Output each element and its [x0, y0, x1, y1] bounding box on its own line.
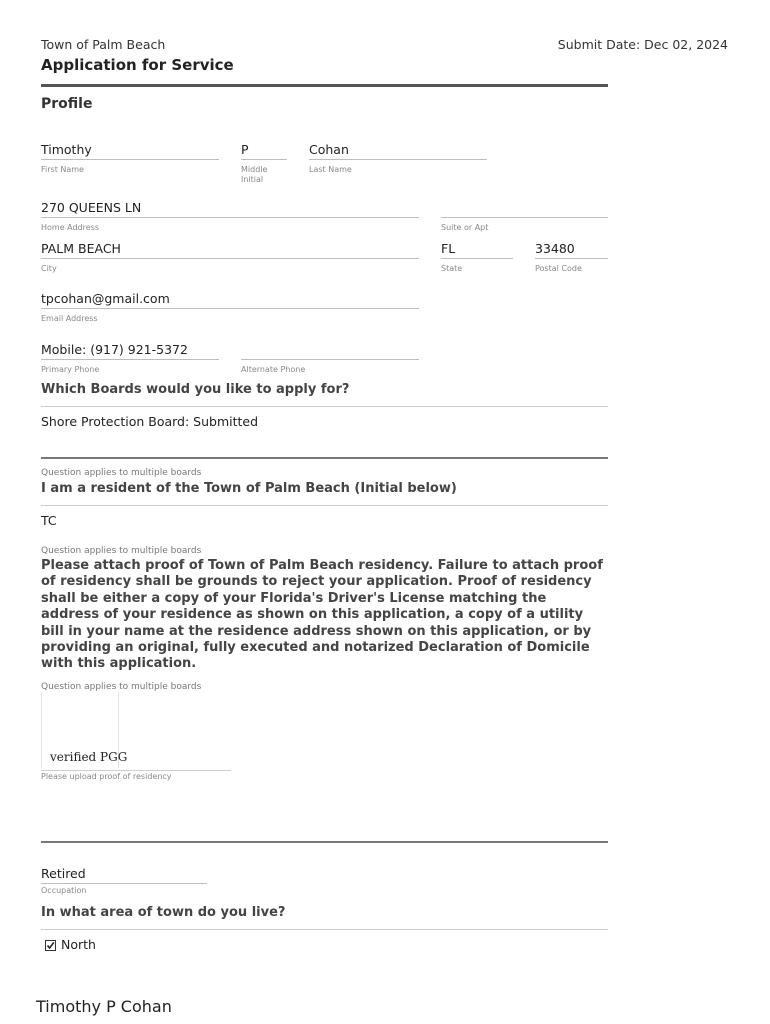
- applicant-name-footer: Timothy P Cohan: [36, 997, 172, 1016]
- section-divider-2: [41, 841, 608, 843]
- last-name-label: Last Name: [309, 165, 352, 174]
- home-address-field: [41, 199, 419, 233]
- state-value: FL: [441, 240, 513, 259]
- occupation-label: Occupation: [41, 886, 87, 895]
- home-address-value: 270 QUEENS LN: [41, 199, 419, 218]
- postal-code-field: [535, 240, 608, 274]
- resident-divider: [41, 505, 608, 506]
- resident-answer: TC: [41, 513, 57, 528]
- boards-question: Which Boards would you like to apply for?: [41, 382, 350, 397]
- page-title: Application for Service: [41, 56, 234, 74]
- primary-phone-label: Primary Phone: [41, 365, 100, 374]
- header-divider: [41, 84, 608, 87]
- section-divider: [41, 457, 608, 459]
- suite-value: [441, 199, 608, 218]
- middle-initial-value: P: [241, 141, 287, 160]
- upload-label: Please upload proof of residency: [41, 772, 172, 781]
- primary-phone-field: [41, 341, 219, 375]
- resident-question: I am a resident of the Town of Palm Beach (Initial below): [41, 481, 457, 496]
- occupation-value: Retired: [41, 865, 207, 884]
- alternate-phone-value: [241, 341, 419, 360]
- checkmark-icon: [46, 941, 55, 950]
- profile-section-title: Profile: [41, 96, 93, 112]
- alternate-phone-label: Alternate Phone: [241, 365, 306, 374]
- postal-code-label: Postal Code: [535, 264, 582, 273]
- area-north-label: North: [61, 937, 96, 952]
- submit-date: Submit Date: Dec 02, 2024: [557, 37, 728, 52]
- upload-underline: [41, 770, 231, 771]
- city-label: City: [41, 264, 57, 273]
- first-name-field: [41, 141, 219, 175]
- suite-field: [441, 199, 608, 233]
- suite-label: Suite or Apt: [441, 223, 489, 232]
- boards-answer: Shore Protection Board: Submitted: [41, 414, 259, 429]
- state-label: State: [441, 264, 463, 273]
- postal-code-value: 33480: [535, 240, 608, 259]
- area-north-checkbox[interactable]: [45, 940, 56, 951]
- proof-question: Please attach proof of Town of Palm Beach residency. Failure to attach proof of residency shall be grounds to reject your application. Proof of residency shall be either a copy of your Florida's Driver's License matching the address of your residence as shown on this application, a copy of a utility bill in your name at the residence address shown on this application, or by providing an original, fully executed and notarized Declaration of Domicile with this application.: [41, 558, 603, 672]
- city-value: PALM BEACH: [41, 240, 419, 259]
- primary-phone-value: Mobile: (917) 921-5372: [41, 341, 219, 360]
- email-field: [41, 290, 419, 324]
- proof-note: Question applies to multiple boards: [41, 546, 202, 556]
- middle-initial-field: [241, 141, 287, 185]
- proof-note-2: Question applies to multiple boards: [41, 682, 202, 692]
- first-name-label: First Name: [41, 165, 84, 174]
- area-divider: [41, 929, 608, 930]
- organization-name: Town of Palm Beach: [41, 37, 166, 52]
- email-label: Email Address: [41, 314, 98, 323]
- last-name-field: [309, 141, 487, 175]
- occupation-field: [41, 865, 207, 896]
- alternate-phone-field: [241, 341, 419, 375]
- state-field: [441, 240, 513, 274]
- home-address-label: Home Address: [41, 223, 100, 232]
- boards-divider: [41, 406, 608, 407]
- city-field: [41, 240, 419, 274]
- middle-initial-label: Middle Initial: [241, 165, 268, 184]
- email-value: tpcohan@gmail.com: [41, 290, 419, 309]
- resident-note: Question applies to multiple boards: [41, 468, 202, 478]
- first-name-value: Timothy: [41, 141, 219, 160]
- upload-content-text: verified PGG: [50, 750, 128, 764]
- last-name-value: Cohan: [309, 141, 487, 160]
- area-question: In what area of town do you live?: [41, 905, 286, 920]
